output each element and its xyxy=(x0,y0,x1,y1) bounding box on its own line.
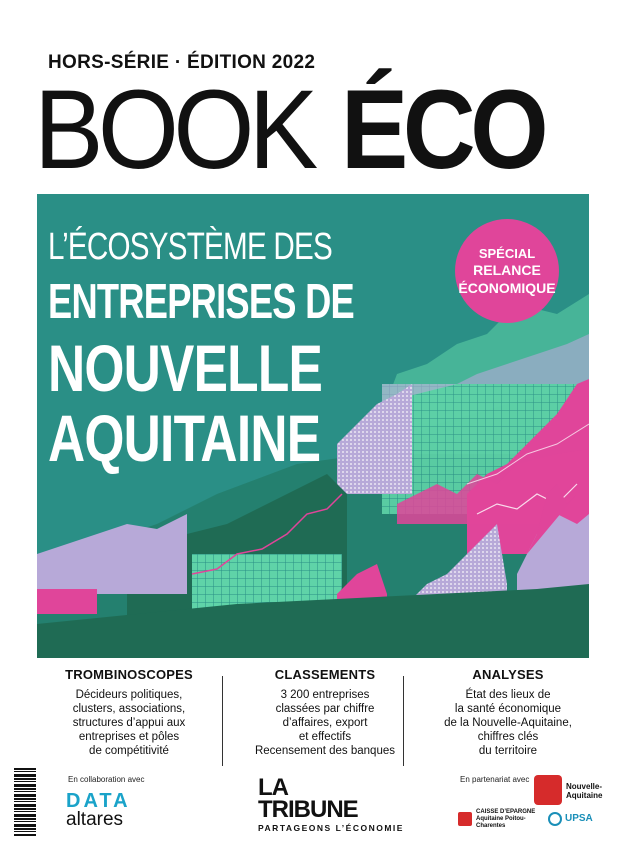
column-line: structures d’appui aux xyxy=(72,717,186,729)
special-badge xyxy=(455,219,559,323)
column-title: CLASSEMENTS xyxy=(274,667,376,682)
column-line: 3 200 entreprises xyxy=(280,689,370,701)
region-logo-text: Nouvelle-Aquitaine xyxy=(566,782,603,800)
column-line: la santé économique xyxy=(454,703,562,715)
column-line: du territoire xyxy=(478,745,538,757)
column-line: clusters, associations, xyxy=(72,703,186,715)
column-line: de la Nouvelle-Aquitaine, xyxy=(444,717,572,729)
masthead xyxy=(34,67,614,192)
content-columns xyxy=(40,668,600,768)
column-line: entreprises et pôles xyxy=(78,731,180,743)
column-line: chiffres clés xyxy=(477,731,539,743)
tribune-tagline: PARTAGEONS L’ÉCONOMIE xyxy=(258,823,404,833)
column-line: État des lieux de xyxy=(465,689,551,701)
masthead-book: BOOK xyxy=(34,67,313,192)
column-line: d’affaires, export xyxy=(282,717,368,729)
badge-line-3: ÉCONOMIQUE xyxy=(458,279,556,296)
collaboration-label: En collaboration avec xyxy=(68,775,145,784)
tribune-logo-tribune: TRIBUNE xyxy=(258,796,358,823)
issue-supertitle: HORS-SÉRIE · ÉDITION 2022 xyxy=(48,52,316,73)
headline-line-4: AQUITAINE xyxy=(48,401,321,475)
headline-line-3: NOUVELLE xyxy=(48,331,323,405)
badge-line-2: RELANCE xyxy=(473,261,541,278)
data-logo-text: DATA xyxy=(66,790,131,812)
caisse-epargne-icon xyxy=(458,812,472,826)
column-divider xyxy=(403,676,404,766)
column-line: de compétitivité xyxy=(89,745,169,757)
column-line: Décideurs politiques, xyxy=(75,689,183,701)
tribune-logo-la: LA xyxy=(258,774,288,801)
column-line: Recensement des banques xyxy=(254,745,395,757)
altares-logo xyxy=(66,790,131,831)
upsa-icon xyxy=(548,812,562,826)
la-tribune-logo xyxy=(258,774,404,833)
headline-line-2: ENTREPRISES DE xyxy=(48,275,354,329)
region-crest-icon xyxy=(534,775,562,805)
masthead-eco: ÉCO xyxy=(341,67,544,192)
column-title: TROMBINOSCOPES xyxy=(65,667,193,682)
barcode xyxy=(14,768,36,836)
column-divider xyxy=(222,676,223,766)
column-title: ANALYSES xyxy=(472,667,544,682)
column-line: et effectifs xyxy=(298,731,352,743)
column-trombinoscopes xyxy=(54,668,204,758)
column-classements xyxy=(250,668,400,758)
partner-label: En partenariat avec xyxy=(460,775,530,784)
column-analyses xyxy=(418,668,598,758)
upsa-text: UPSA xyxy=(565,813,593,824)
headline-line-1: L’ÉCOSYSTÈME DES xyxy=(48,226,333,268)
altares-logo-text: altares xyxy=(66,809,124,830)
badge-line-1: SPÉCIAL xyxy=(478,245,536,261)
column-line: classées par chiffre xyxy=(275,703,375,715)
caisse-epargne-text: CAISSE D’EPARGNE Aquitaine Poitou-Charentes xyxy=(476,809,536,829)
